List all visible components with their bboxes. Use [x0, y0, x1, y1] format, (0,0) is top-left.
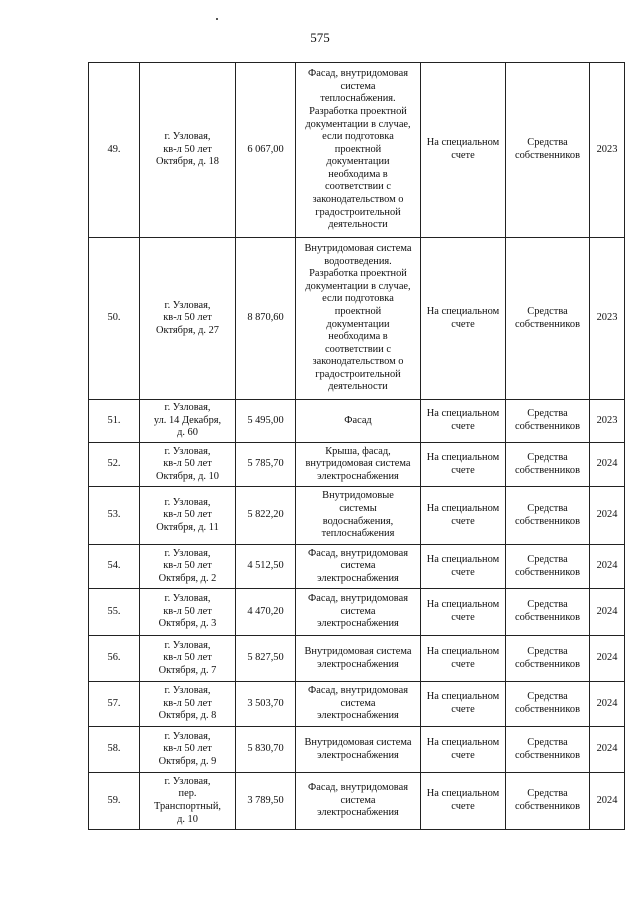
address-cell: г. Узловая, кв-л 50 лет Октября, д. 27 — [140, 238, 236, 400]
fund-cell: На специальном счете — [421, 727, 506, 773]
table-row — [89, 682, 625, 727]
year-cell: 2024 — [590, 773, 625, 830]
row-number: 50. — [89, 238, 140, 400]
table-row — [89, 636, 625, 682]
year-cell: 2024 — [590, 487, 625, 545]
works-cell: Внутридомовая система водоотведения. Разработка проектной документации в случае, если подготовка проектной документации необходима в соответствии с законодательством о градостроительной деятельности — [296, 238, 421, 400]
row-number: 59. — [89, 773, 140, 830]
year-cell: 2024 — [590, 443, 625, 487]
table-row — [89, 63, 625, 238]
fund-cell: На специальном счете — [421, 636, 506, 682]
address-cell: г. Узловая, пер. Транспортный, д. 10 — [140, 773, 236, 830]
source-cell: Средства собственников — [506, 589, 590, 636]
works-cell: Внутридомовая система электроснабжения — [296, 636, 421, 682]
row-number: 56. — [89, 636, 140, 682]
source-cell: Средства собственников — [506, 773, 590, 830]
table-row — [89, 487, 625, 545]
table-row — [89, 773, 625, 830]
year-cell: 2023 — [590, 238, 625, 400]
address-cell: г. Узловая, кв-л 50 лет Октября, д. 10 — [140, 443, 236, 487]
year-cell: 2023 — [590, 63, 625, 238]
row-number: 52. — [89, 443, 140, 487]
fund-cell: На специальном счете — [421, 443, 506, 487]
address-cell: г. Узловая, кв-л 50 лет Октября, д. 9 — [140, 727, 236, 773]
year-cell: 2023 — [590, 400, 625, 443]
source-cell: Средства собственников — [506, 487, 590, 545]
fund-cell: На специальном счете — [421, 238, 506, 400]
source-cell: Средства собственников — [506, 238, 590, 400]
year-cell: 2024 — [590, 636, 625, 682]
scan-speck — [216, 18, 218, 20]
cost-cell: 6 067,00 — [236, 63, 296, 238]
fund-cell: На специальном счете — [421, 773, 506, 830]
fund-cell: На специальном счете — [421, 589, 506, 636]
cost-cell: 5 830,70 — [236, 727, 296, 773]
cost-cell: 8 870,60 — [236, 238, 296, 400]
cost-cell: 5 785,70 — [236, 443, 296, 487]
fund-cell: На специальном счете — [421, 682, 506, 727]
source-cell: Средства собственников — [506, 443, 590, 487]
works-cell: Внутридомовые системы водоснабжения, теплоснабжения — [296, 487, 421, 545]
fund-cell: На специальном счете — [421, 545, 506, 589]
cost-cell: 3 789,50 — [236, 773, 296, 830]
source-cell: Средства собственников — [506, 63, 590, 238]
table-row — [89, 400, 625, 443]
fund-cell: На специальном счете — [421, 487, 506, 545]
source-cell: Средства собственников — [506, 400, 590, 443]
fund-cell: На специальном счете — [421, 400, 506, 443]
works-cell: Фасад — [296, 400, 421, 443]
cost-cell: 5 827,50 — [236, 636, 296, 682]
works-cell: Внутридомовая система электроснабжения — [296, 727, 421, 773]
address-cell: г. Узловая, кв-л 50 лет Октября, д. 2 — [140, 545, 236, 589]
table-row — [89, 589, 625, 636]
address-cell: г. Узловая, кв-л 50 лет Октября, д. 7 — [140, 636, 236, 682]
row-number: 54. — [89, 545, 140, 589]
works-cell: Крыша, фасад, внутридомовая система электроснабжения — [296, 443, 421, 487]
row-number: 58. — [89, 727, 140, 773]
works-table — [88, 62, 625, 830]
cost-cell: 4 470,20 — [236, 589, 296, 636]
table-row — [89, 443, 625, 487]
address-cell: г. Узловая, кв-л 50 лет Октября, д. 8 — [140, 682, 236, 727]
page-number: 575 — [310, 30, 330, 45]
year-cell: 2024 — [590, 727, 625, 773]
works-cell: Фасад, внутридомовая система электроснабжения — [296, 773, 421, 830]
row-number: 51. — [89, 400, 140, 443]
source-cell: Средства собственников — [506, 727, 590, 773]
source-cell: Средства собственников — [506, 636, 590, 682]
row-number: 55. — [89, 589, 140, 636]
row-number: 49. — [89, 63, 140, 238]
cost-cell: 3 503,70 — [236, 682, 296, 727]
address-cell: г. Узловая, кв-л 50 лет Октября, д. 3 — [140, 589, 236, 636]
works-cell: Фасад, внутридомовая система электроснабжения — [296, 682, 421, 727]
table-row — [89, 545, 625, 589]
table-row — [89, 727, 625, 773]
table-row — [89, 238, 625, 400]
fund-cell: На специальном счете — [421, 63, 506, 238]
address-cell: г. Узловая, ул. 14 Декабря, д. 60 — [140, 400, 236, 443]
cost-cell: 5 495,00 — [236, 400, 296, 443]
year-cell: 2024 — [590, 682, 625, 727]
year-cell: 2024 — [590, 589, 625, 636]
row-number: 53. — [89, 487, 140, 545]
address-cell: г. Узловая, кв-л 50 лет Октября, д. 11 — [140, 487, 236, 545]
cost-cell: 5 822,20 — [236, 487, 296, 545]
works-cell: Фасад, внутридомовая система электроснабжения — [296, 545, 421, 589]
source-cell: Средства собственников — [506, 682, 590, 727]
source-cell: Средства собственников — [506, 545, 590, 589]
address-cell: г. Узловая, кв-л 50 лет Октября, д. 18 — [140, 63, 236, 238]
cost-cell: 4 512,50 — [236, 545, 296, 589]
year-cell: 2024 — [590, 545, 625, 589]
works-cell: Фасад, внутридомовая система электроснабжения — [296, 589, 421, 636]
row-number: 57. — [89, 682, 140, 727]
works-cell: Фасад, внутридомовая система теплоснабжения. Разработка проектной документации в случае, если подготовка проектной документации необходима в соответствии с законодательством о градостроительной деятельности — [296, 63, 421, 238]
